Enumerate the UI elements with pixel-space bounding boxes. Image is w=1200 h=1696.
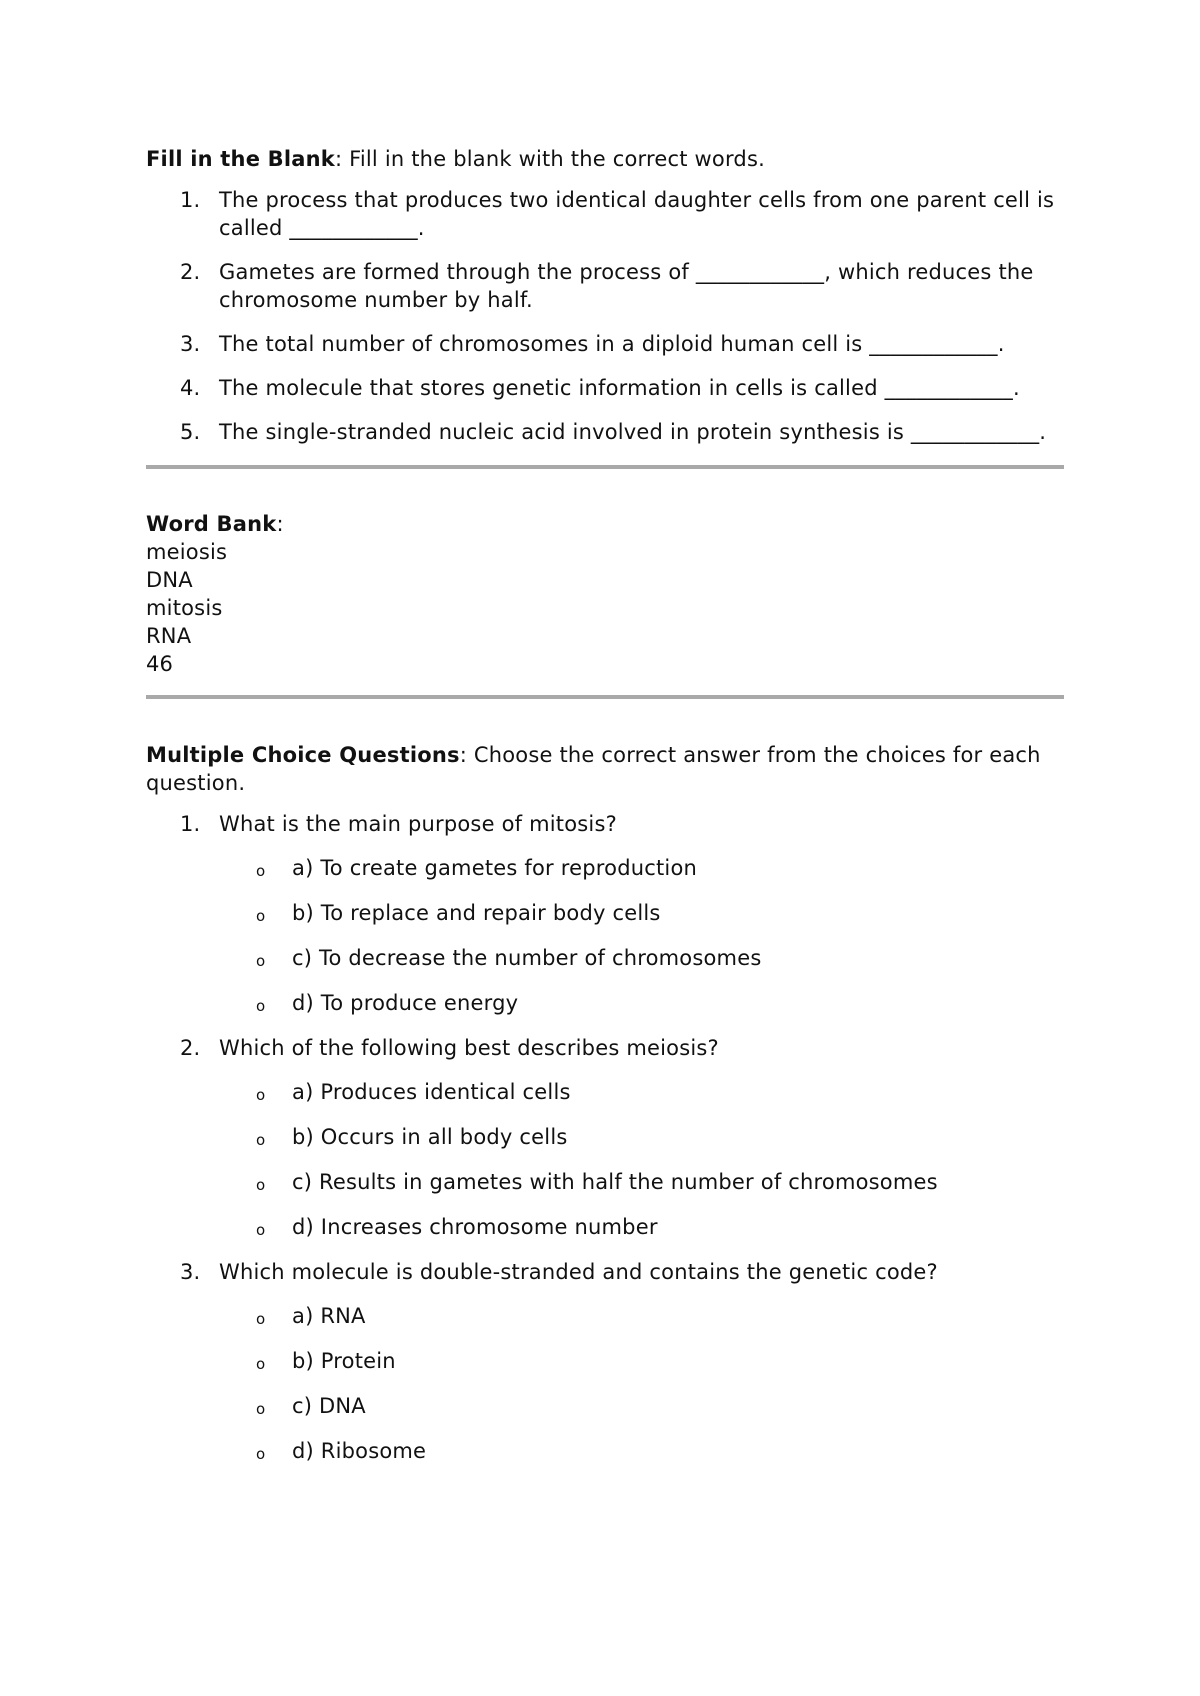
fill-blank-question-4 [146, 374, 1064, 402]
word-bank-section [146, 510, 1064, 678]
question-number: 3. [180, 332, 201, 356]
mc-question-3 [146, 1258, 1064, 1465]
divider-1 [146, 465, 1064, 469]
answer-option-text: c) Results in gametes with half the number of chromosomes [292, 1170, 938, 1194]
answer-option-text: b) Protein [292, 1349, 396, 1373]
answer-option [256, 854, 1064, 882]
word-bank-item: meiosis [146, 540, 228, 564]
answer-option-text: b) Occurs in all body cells [292, 1125, 568, 1149]
multiple-choice-instructions: : Choose the correct answer from the choices for each question. [146, 743, 1041, 795]
question-text: The total number of chromosomes in a diploid human cell is ____________. [219, 332, 1005, 356]
answer-option-text: b) To replace and repair body cells [292, 901, 661, 925]
answer-options [256, 1078, 1064, 1241]
mc-question-2 [146, 1034, 1064, 1241]
word-bank-item: 46 [146, 652, 174, 676]
multiple-choice-section [146, 741, 1064, 1465]
fill-blank-question-3 [146, 330, 1064, 358]
answer-option [256, 1437, 1064, 1465]
answer-option-text: c) DNA [292, 1394, 366, 1418]
divider-2 [146, 695, 1064, 699]
word-bank-item: DNA [146, 568, 193, 592]
word-bank-heading [146, 510, 1064, 538]
multiple-choice-heading [146, 741, 1064, 797]
multiple-choice-list [146, 810, 1064, 1465]
fill-blank-title: Fill in the Blank [146, 147, 335, 171]
question-number: 1. [180, 812, 201, 836]
answer-option [256, 1123, 1064, 1151]
circle-bullet-icon: o [256, 1355, 266, 1373]
question-number: 2. [180, 1036, 201, 1060]
fill-blank-instructions: : Fill in the blank with the correct words. [334, 147, 765, 171]
answer-option [256, 1392, 1064, 1420]
circle-bullet-icon: o [256, 1086, 266, 1104]
circle-bullet-icon: o [256, 1221, 266, 1239]
question-number: 3. [180, 1260, 201, 1284]
answer-options [256, 1302, 1064, 1465]
question-text: Which molecule is double-stranded and contains the genetic code? [219, 1260, 938, 1284]
circle-bullet-icon: o [256, 862, 266, 880]
fill-blank-question-1 [146, 186, 1064, 242]
question-number: 4. [180, 376, 201, 400]
fill-blank-question-5 [146, 418, 1064, 446]
question-text: Which of the following best describes meiosis? [219, 1036, 719, 1060]
answer-option [256, 1168, 1064, 1196]
circle-bullet-icon: o [256, 1131, 266, 1149]
answer-option-text: d) To produce energy [292, 991, 519, 1015]
answer-option-text: c) To decrease the number of chromosomes [292, 946, 762, 970]
circle-bullet-icon: o [256, 1310, 266, 1328]
question-text: What is the main purpose of mitosis? [219, 812, 617, 836]
answer-option-text: a) To create gametes for reproduction [292, 856, 698, 880]
circle-bullet-icon: o [256, 952, 266, 970]
multiple-choice-title: Multiple Choice Questions [146, 743, 460, 767]
answer-option [256, 1078, 1064, 1106]
question-text: The process that produces two identical daughter cells from one parent cell is called ____________. [219, 188, 1055, 240]
answer-option [256, 1347, 1064, 1375]
fill-blank-question-2 [146, 258, 1064, 314]
circle-bullet-icon: o [256, 907, 266, 925]
answer-option [256, 944, 1064, 972]
circle-bullet-icon: o [256, 997, 266, 1015]
circle-bullet-icon: o [256, 1445, 266, 1463]
question-text: The molecule that stores genetic information in cells is called ____________. [219, 376, 1020, 400]
answer-option-text: a) Produces identical cells [292, 1080, 571, 1104]
answer-option [256, 899, 1064, 927]
question-text: The single-stranded nucleic acid involved in protein synthesis is ____________. [219, 420, 1047, 444]
answer-option-text: a) RNA [292, 1304, 366, 1328]
answer-option [256, 989, 1064, 1017]
word-bank-list [146, 538, 1064, 678]
fill-blank-section [146, 145, 1064, 446]
answer-option [256, 1302, 1064, 1330]
answer-options [256, 854, 1064, 1017]
answer-option-text: d) Ribosome [292, 1439, 427, 1463]
word-bank-colon: : [276, 512, 284, 536]
question-number: 1. [180, 188, 201, 212]
fill-blank-heading [146, 145, 1064, 173]
question-number: 2. [180, 260, 201, 284]
word-bank-item: mitosis [146, 596, 223, 620]
circle-bullet-icon: o [256, 1400, 266, 1418]
word-bank-title: Word Bank [146, 512, 277, 536]
question-number: 5. [180, 420, 201, 444]
mc-question-1 [146, 810, 1064, 1017]
circle-bullet-icon: o [256, 1176, 266, 1194]
answer-option [256, 1213, 1064, 1241]
worksheet-content [146, 145, 1064, 1482]
question-text: Gametes are formed through the process of ____________, which reduces the chromosome number by half. [219, 260, 1034, 312]
answer-option-text: d) Increases chromosome number [292, 1215, 658, 1239]
fill-blank-list [146, 186, 1064, 446]
word-bank-item: RNA [146, 624, 192, 648]
